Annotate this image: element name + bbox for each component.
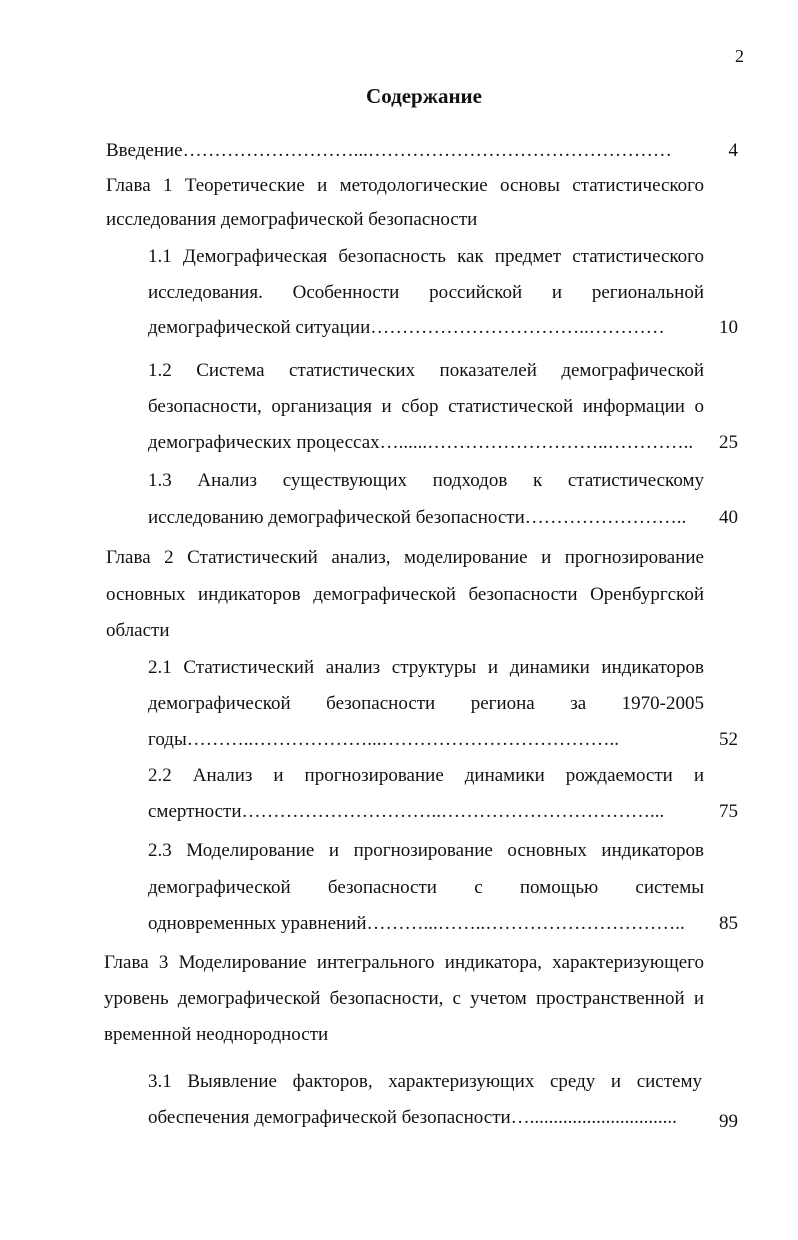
section-2-3-line-2: демографической безопасности с помощью системы — [148, 877, 704, 898]
chapter-1-line-1: Глава 1 Теоретические и методологические основы статистического — [106, 175, 704, 196]
toc-leader-dots: ………..………………...……………………………….. — [186, 729, 619, 750]
toc-leader-dots: …………………………..……………………………... — [241, 801, 665, 822]
toc-leader-dots: …......………………………..………….. — [379, 432, 694, 453]
toc-entry-1-3 — [148, 506, 704, 530]
toc-page-number: 99 — [719, 1111, 738, 1132]
chapter-3-line-1: Глава 3 Моделирование интегрального индикатора, характеризующего — [104, 952, 704, 973]
toc-page-number: 52 — [719, 729, 738, 750]
toc-entry-text: демографических процессах — [148, 432, 380, 453]
toc-entry-text: обеспечения демографической безопасности — [148, 1107, 511, 1128]
toc-entry-1-2 — [148, 431, 704, 455]
chapter-2-line-1: Глава 2 Статистический анализ, моделирование и прогнозирование — [106, 547, 704, 568]
toc-entry-text: одновременных уравнений — [148, 913, 367, 934]
section-1-2-line-1: 1.2 Система статистических показателей демографической — [148, 360, 704, 381]
section-1-1-line-1: 1.1 Демографическая безопасность как предмет статистического — [148, 246, 704, 267]
section-2-3-line-1: 2.3 Моделирование и прогнозирование основных индикаторов — [148, 840, 704, 861]
toc-page-number: 75 — [719, 801, 738, 822]
toc-entry-text: демографической ситуации — [148, 317, 371, 338]
chapter-2-line-2: основных индикаторов демографической безопасности Оренбургской — [106, 584, 704, 605]
toc-entry-2-3 — [148, 912, 704, 936]
chapter-3-line-3: временной неоднородности — [104, 1024, 329, 1045]
section-2-1-line-2: демографической безопасности региона за 1970-2005 — [148, 693, 704, 714]
toc-page-number: 25 — [719, 432, 738, 453]
toc-leader-dots: ………...……..………………………….. — [366, 913, 685, 934]
toc-leader-dots: …............................... — [510, 1107, 677, 1128]
section-2-1-line-1: 2.1 Статистический анализ структуры и динамики индикаторов — [148, 657, 704, 678]
toc-leader-dots: …………………….. — [524, 507, 687, 528]
toc-page-number: 85 — [719, 913, 738, 934]
toc-page-number: 40 — [719, 507, 738, 528]
toc-entry-text: Введение — [106, 140, 183, 161]
section-3-1-line-1: 3.1 Выявление факторов, характеризующих среду и систему — [148, 1071, 702, 1092]
toc-entry-2-2 — [148, 800, 704, 824]
toc-entry-text: годы — [148, 729, 187, 750]
toc-entry-intro — [106, 139, 704, 163]
chapter-2-line-3: области — [106, 620, 170, 641]
chapter-1-line-2: исследования демографической безопасности — [106, 209, 478, 230]
toc-entry-text: смертности — [148, 801, 242, 822]
page-number: 2 — [735, 46, 744, 66]
section-1-2-line-2: безопасности, организация и сбор статистической информации о — [148, 396, 704, 417]
section-1-1-line-2: исследования. Особенности российской и региональной — [148, 282, 704, 303]
page-title: Содержание — [366, 84, 482, 108]
toc-page-number: 10 — [719, 317, 738, 338]
toc-leader-dots: ………………………...………………………………………… — [182, 140, 672, 161]
section-2-2-line-1: 2.2 Анализ и прогнозирование динамики рождаемости и — [148, 765, 704, 786]
toc-entry-2-1 — [148, 728, 704, 752]
toc-leader-dots: ……………………………..………… — [370, 317, 665, 338]
toc-entry-1-1 — [148, 316, 704, 340]
chapter-3-line-2: уровень демографической безопасности, с учетом пространственной и — [104, 988, 704, 1009]
section-1-3-line-1: 1.3 Анализ существующих подходов к статистическому — [148, 470, 704, 491]
toc-page-number: 4 — [728, 140, 738, 161]
toc-entry-3-1 — [148, 1106, 702, 1130]
toc-entry-text: исследованию демографической безопасности — [148, 507, 525, 528]
